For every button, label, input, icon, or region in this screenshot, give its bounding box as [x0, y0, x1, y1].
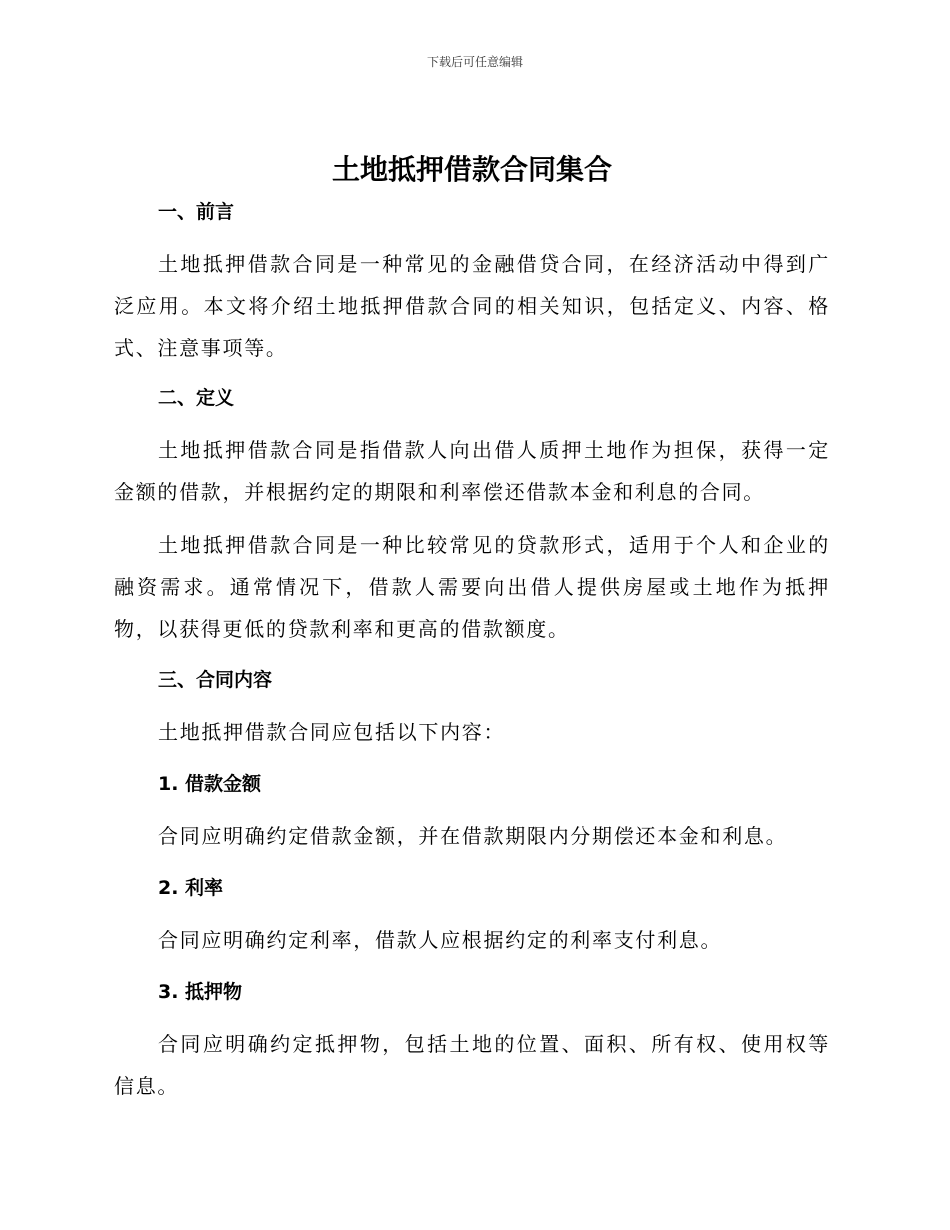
paragraph-preface: 土地抵押借款合同是一种常见的金融借贷合同，在经济活动中得到广泛应用。本文将介绍土地抵押借款合同的相关知识，包括定义、内容、格式、注意事项等。 [114, 252, 830, 360]
paragraph-contents-intro: 土地抵押借款合同应包括以下内容： [158, 720, 506, 744]
item-text-collateral: 合同应明确约定抵押物，包括土地的位置、面积、所有权、使用权等信息。 [114, 1032, 830, 1098]
header-note: 下载后可任意编辑 [426, 55, 523, 69]
item-heading-loan-amount: 1. 借款金额 [158, 773, 262, 795]
paragraph-definition-2: 土地抵押借款合同是一种比较常见的贷款形式，适用于个人和企业的融资需求。通常情况下，借款人需要向出借人提供房屋或土地作为抵押物，以获得更低的贷款利率和更高的借款额度。 [114, 533, 830, 641]
section-heading-definition: 二、定义 [158, 387, 235, 409]
document-title: 土地抵押借款合同集合 [331, 153, 612, 186]
item-text-loan-amount: 合同应明确约定借款金额，并在借款期限内分期偿还本金和利息。 [158, 824, 788, 848]
item-heading-interest-rate: 2. 利率 [158, 877, 224, 899]
item-heading-collateral: 3. 抵押物 [158, 981, 243, 1003]
section-heading-preface: 一、前言 [158, 201, 235, 223]
paragraph-definition-1: 土地抵押借款合同是指借款人向出借人质押土地作为担保，获得一定金额的借款，并根据约定的期限和利率偿还借款本金和利息的合同。 [114, 438, 830, 504]
item-text-interest-rate: 合同应明确约定利率，借款人应根据约定的利率支付利息。 [158, 928, 723, 952]
section-heading-contents: 三、合同内容 [158, 669, 273, 691]
